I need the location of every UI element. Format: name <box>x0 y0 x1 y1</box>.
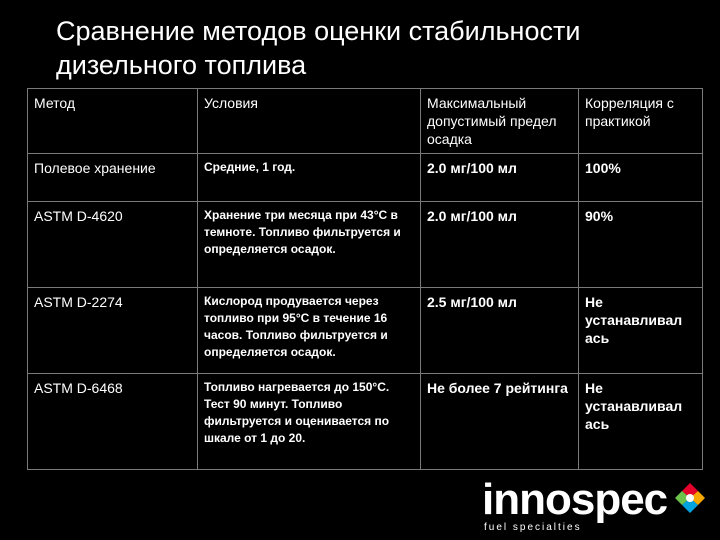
cell-method: ASTM D-2274 <box>28 288 198 374</box>
header-method: Метод <box>28 89 198 154</box>
header-limit: Максимальный допустимый предел осадка <box>421 89 579 154</box>
table-row <box>28 154 703 202</box>
logo-diamond-icon <box>674 482 706 514</box>
table-row <box>28 374 703 470</box>
logo-tagline: fuel specialties <box>484 522 582 533</box>
cell-method: Полевое хранение <box>28 154 198 202</box>
innospec-logo <box>482 475 710 540</box>
cell-limit: Не более 7 рейтинга <box>421 374 579 470</box>
logo-wordmark: innospec <box>482 475 668 524</box>
cell-conditions: Топливо нагревается до 150°С. Тест 90 минут. Топливо фильтруется и оценивается по шкале от 1 до 20. <box>198 374 421 470</box>
logo-mark-center <box>686 494 694 502</box>
cell-conditions: Хранение три месяца при 43°С в темноте. Топливо фильтруется и определяется осадок. <box>198 202 421 288</box>
cell-correlation: Не устанавливал ась <box>579 374 703 470</box>
title-line-2: дизельного топлива <box>56 50 307 80</box>
header-conditions: Условия <box>198 89 421 154</box>
cell-conditions: Средние, 1 год. <box>198 154 421 202</box>
comparison-table <box>27 88 703 470</box>
cell-correlation: 90% <box>579 202 703 288</box>
cell-limit: 2.0 мг/100 мл <box>421 202 579 288</box>
header-correlation: Корреляция с практикой <box>579 89 703 154</box>
cell-limit: 2.5 мг/100 мл <box>421 288 579 374</box>
table-row <box>28 288 703 374</box>
title-line-1: Сравнение методов оценки стабильности <box>56 16 581 46</box>
cell-method: ASTM D-4620 <box>28 202 198 288</box>
cell-limit: 2.0 мг/100 мл <box>421 154 579 202</box>
table-row <box>28 202 703 288</box>
cell-method: ASTM D-6468 <box>28 374 198 470</box>
slide-title <box>56 14 696 82</box>
cell-correlation: 100% <box>579 154 703 202</box>
table-header-row <box>28 89 703 154</box>
cell-conditions: Кислород продувается через топливо при 95°С в течение 16 часов. Топливо фильтруется и определяется осадок. <box>198 288 421 374</box>
cell-correlation: Не устанавливал ась <box>579 288 703 374</box>
